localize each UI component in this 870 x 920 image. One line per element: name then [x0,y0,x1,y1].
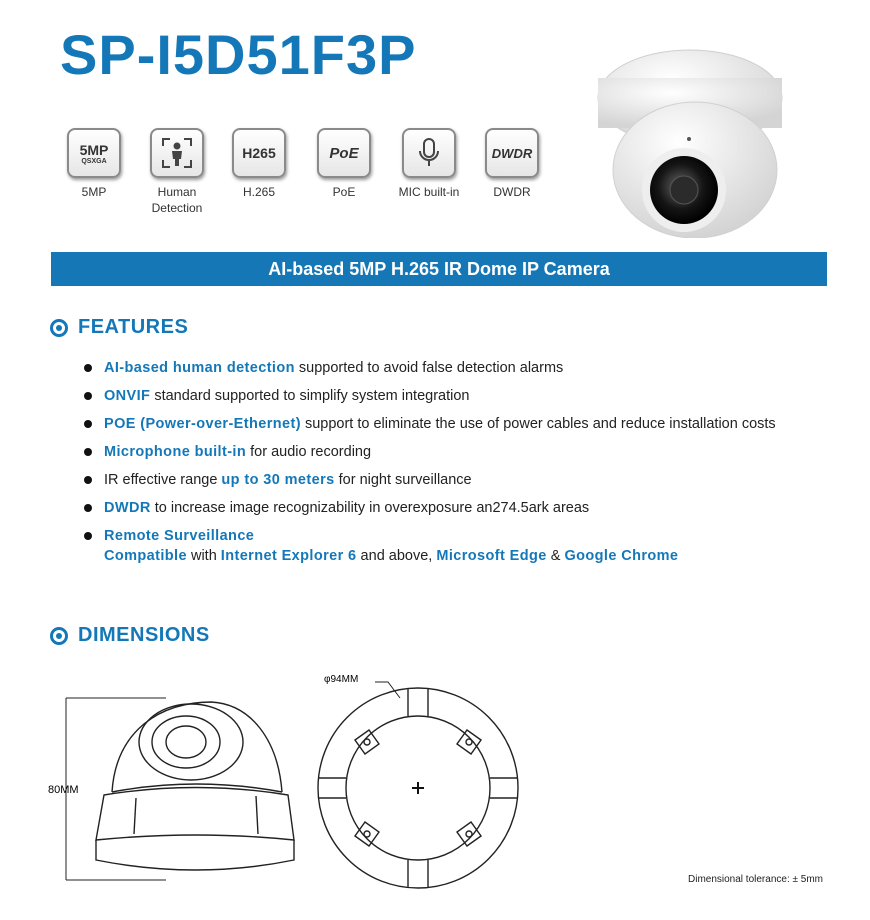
diameter-dimension-label: φ94MM [324,674,359,685]
dimensions-heading: DIMENSIONS [50,624,210,647]
dwdr-icon: DWDR [485,128,539,178]
features-list [84,358,784,574]
badge-label: MIC built-in [398,185,460,199]
badge-mic [384,128,474,200]
badge-dwdr [467,128,557,200]
list-item: AI-based human detection supported to avoid false detection alarms [84,358,784,378]
5mp-qsxga-icon: 5MP QSXGA [67,128,121,178]
height-dimension-label: 80MM [48,784,79,796]
badge-label: 5MP [81,185,107,199]
badge-label: DWDR [493,185,531,199]
list-item: DWDR to increase image recognizability in overexposure an274.5ark areas [84,498,784,518]
badge-5mp [49,128,139,200]
badge-label: H.265 [242,185,276,199]
features-heading: FEATURES [50,316,188,339]
list-item: IR effective range up to 30 meters for night surveillance [84,470,784,490]
top-view-drawing [300,668,540,893]
list-item: POE (Power-over-Ethernet) support to eliminate the use of power cables and reduce installation costs [84,414,784,434]
h265-icon: H265 [232,128,286,178]
list-item: ONVIF standard supported to simplify system integration [84,386,784,406]
side-view-drawing [46,690,296,890]
list-item: Microphone built-in for audio recording [84,442,784,462]
poe-icon: PoE [317,128,371,178]
badge-h265 [214,128,304,200]
badge-human-detection [132,128,222,216]
badge-label: PoE [332,185,356,199]
tolerance-note: Dimensional tolerance: ± 5mm [688,874,823,885]
circle-bullet-icon [50,319,68,337]
badge-poe [299,128,389,200]
microphone-icon [402,128,456,178]
human-detection-icon [150,128,204,178]
product-banner: AI-based 5MP H.265 IR Dome IP Camera [51,252,827,286]
badge-label: Human Detection [151,185,203,215]
circle-bullet-icon [50,627,68,645]
dome-camera-image [590,38,790,238]
list-item: Remote Surveillance Compatible with Internet Explorer 6 and above, Microsoft Edge & Google Chrome [84,526,784,566]
model-title: SP-I5D51F3P [60,23,417,86]
